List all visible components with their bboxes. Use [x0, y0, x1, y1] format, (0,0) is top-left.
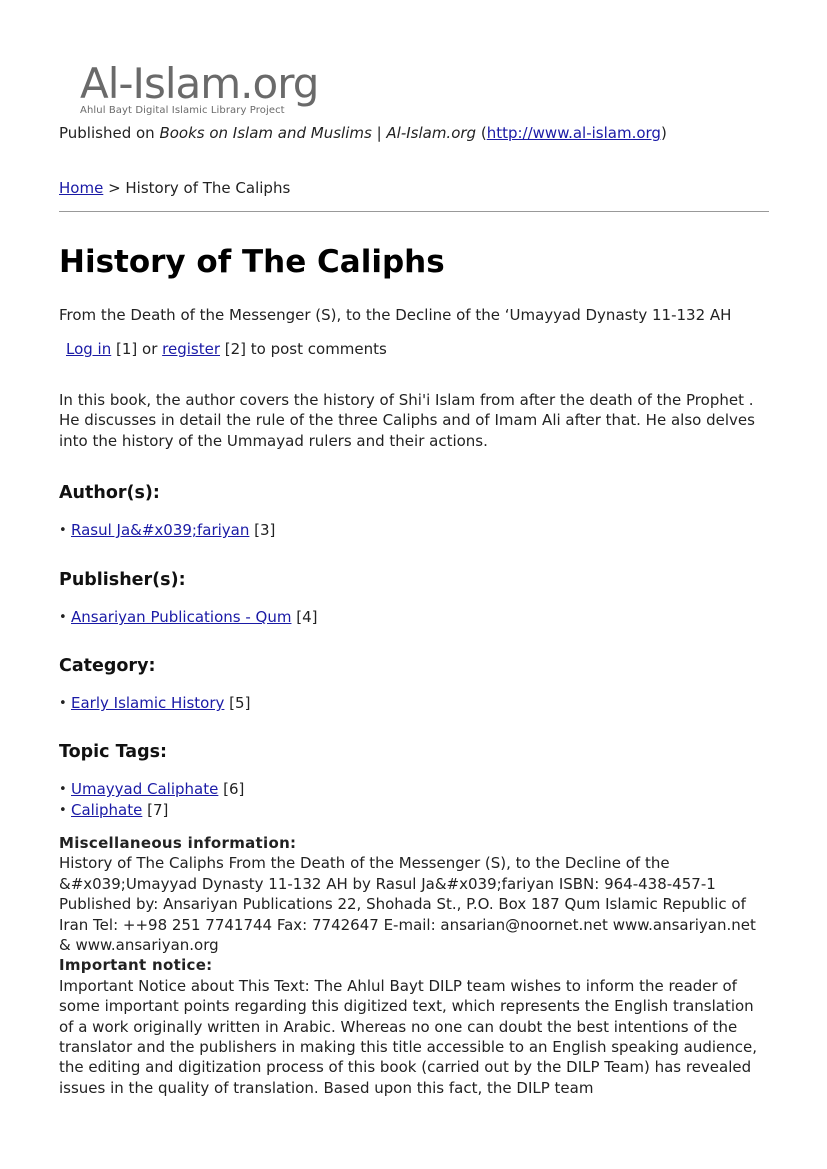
misc-text: History of The Caliphs From the Death of the Messenger (S), to the Decline of the &#x039;Umayyad Dynasty 11-132 AH by Rasul Ja&#x039;fariyan ISBN: 964-438-457-1 Published by: Ansariyan Publications 22, Shohada St., P.O. Box 187 Qum Islamic Republic of Iran Tel: ++98 251 7741744 Fax: 7742647 E-mail: ansarian@noornet.net www.ansariyan.net & www.ansariyan.org: [59, 854, 756, 955]
list-item: [59, 607, 317, 628]
category-ref: [5]: [224, 694, 251, 712]
topic-tags-list: [59, 779, 244, 821]
list-item: [59, 520, 275, 541]
category-heading: Category:: [59, 656, 156, 676]
published-site: Books on Islam and Muslims | Al-Islam.org: [159, 124, 477, 142]
breadcrumb-home-link[interactable]: Home: [59, 179, 104, 197]
authors-heading: Author(s):: [59, 483, 160, 503]
category-list: [59, 693, 250, 714]
author-link[interactable]: Rasul Ja&#x039;fariyan: [71, 521, 250, 539]
publishers-list: [59, 607, 317, 628]
login-link[interactable]: Log in: [66, 340, 112, 358]
notice-heading: Important notice:: [59, 956, 213, 975]
logo-title: Al-Islam.org: [80, 59, 319, 108]
site-logo: [80, 59, 320, 120]
book-description: In this book, the author covers the history of Shi'i Islam from after the death of the Prophet . He discusses in detail the rule of the three Caliphs and of Imam Ali after that. He also delves into the history of the Ummayad rulers and their actions.: [59, 391, 755, 450]
tag-ref: [6]: [218, 780, 245, 798]
tag-link[interactable]: Caliphate: [71, 801, 143, 819]
logo-subtitle: Ahlul Bayt Digital Islamic Library Project: [80, 105, 285, 116]
register-link[interactable]: register: [162, 340, 220, 358]
topic-tags-heading: Topic Tags:: [59, 742, 168, 762]
tag-link[interactable]: Umayyad Caliphate: [71, 780, 219, 798]
misc-heading: Miscellaneous information:: [59, 834, 297, 852]
site-url-link[interactable]: http://www.al-islam.org: [486, 124, 661, 142]
list-item: [59, 779, 244, 800]
page-title: History of The Caliphs: [59, 244, 445, 280]
published-line: [59, 124, 667, 142]
publisher-ref: [4]: [291, 608, 318, 626]
breadcrumb: [59, 179, 290, 197]
header-divider: [59, 211, 769, 212]
published-prefix: Published on: [59, 124, 160, 142]
breadcrumb-current: History of The Caliphs: [125, 179, 291, 197]
breadcrumb-separator: >: [103, 179, 126, 197]
login-ref: [1] or: [111, 340, 163, 358]
login-prompt: [66, 340, 387, 358]
register-ref: [2] to post comments: [220, 340, 387, 358]
list-item: [59, 800, 244, 821]
publishers-heading: Publisher(s):: [59, 570, 186, 590]
published-close: ): [660, 124, 667, 142]
category-link[interactable]: Early Islamic History: [71, 694, 225, 712]
page-subtitle: From the Death of the Messenger (S), to the Decline of the ‘Umayyad Dynasty 11-132 AH: [59, 306, 732, 324]
publisher-link[interactable]: Ansariyan Publications - Qum: [71, 608, 292, 626]
list-item: [59, 693, 250, 714]
tag-ref: [7]: [142, 801, 169, 819]
authors-list: [59, 520, 275, 541]
notice-text: Important Notice about This Text: The Ahlul Bayt DILP team wishes to inform the reader of some important points regarding this digitized text, which represents the English translation of a work originally written in Arabic. Whereas no one can doubt the best intentions of the translator and the publishers in making this title accessible to an English speaking audience, the editing and digitization process of this book (carried out by the DILP Team) has revealed issues in the quality of translation. Based upon this fact, the DILP team: [59, 976, 757, 1097]
misc-info-block: [59, 833, 771, 1098]
author-ref: [3]: [249, 521, 276, 539]
published-open: (: [476, 124, 487, 142]
